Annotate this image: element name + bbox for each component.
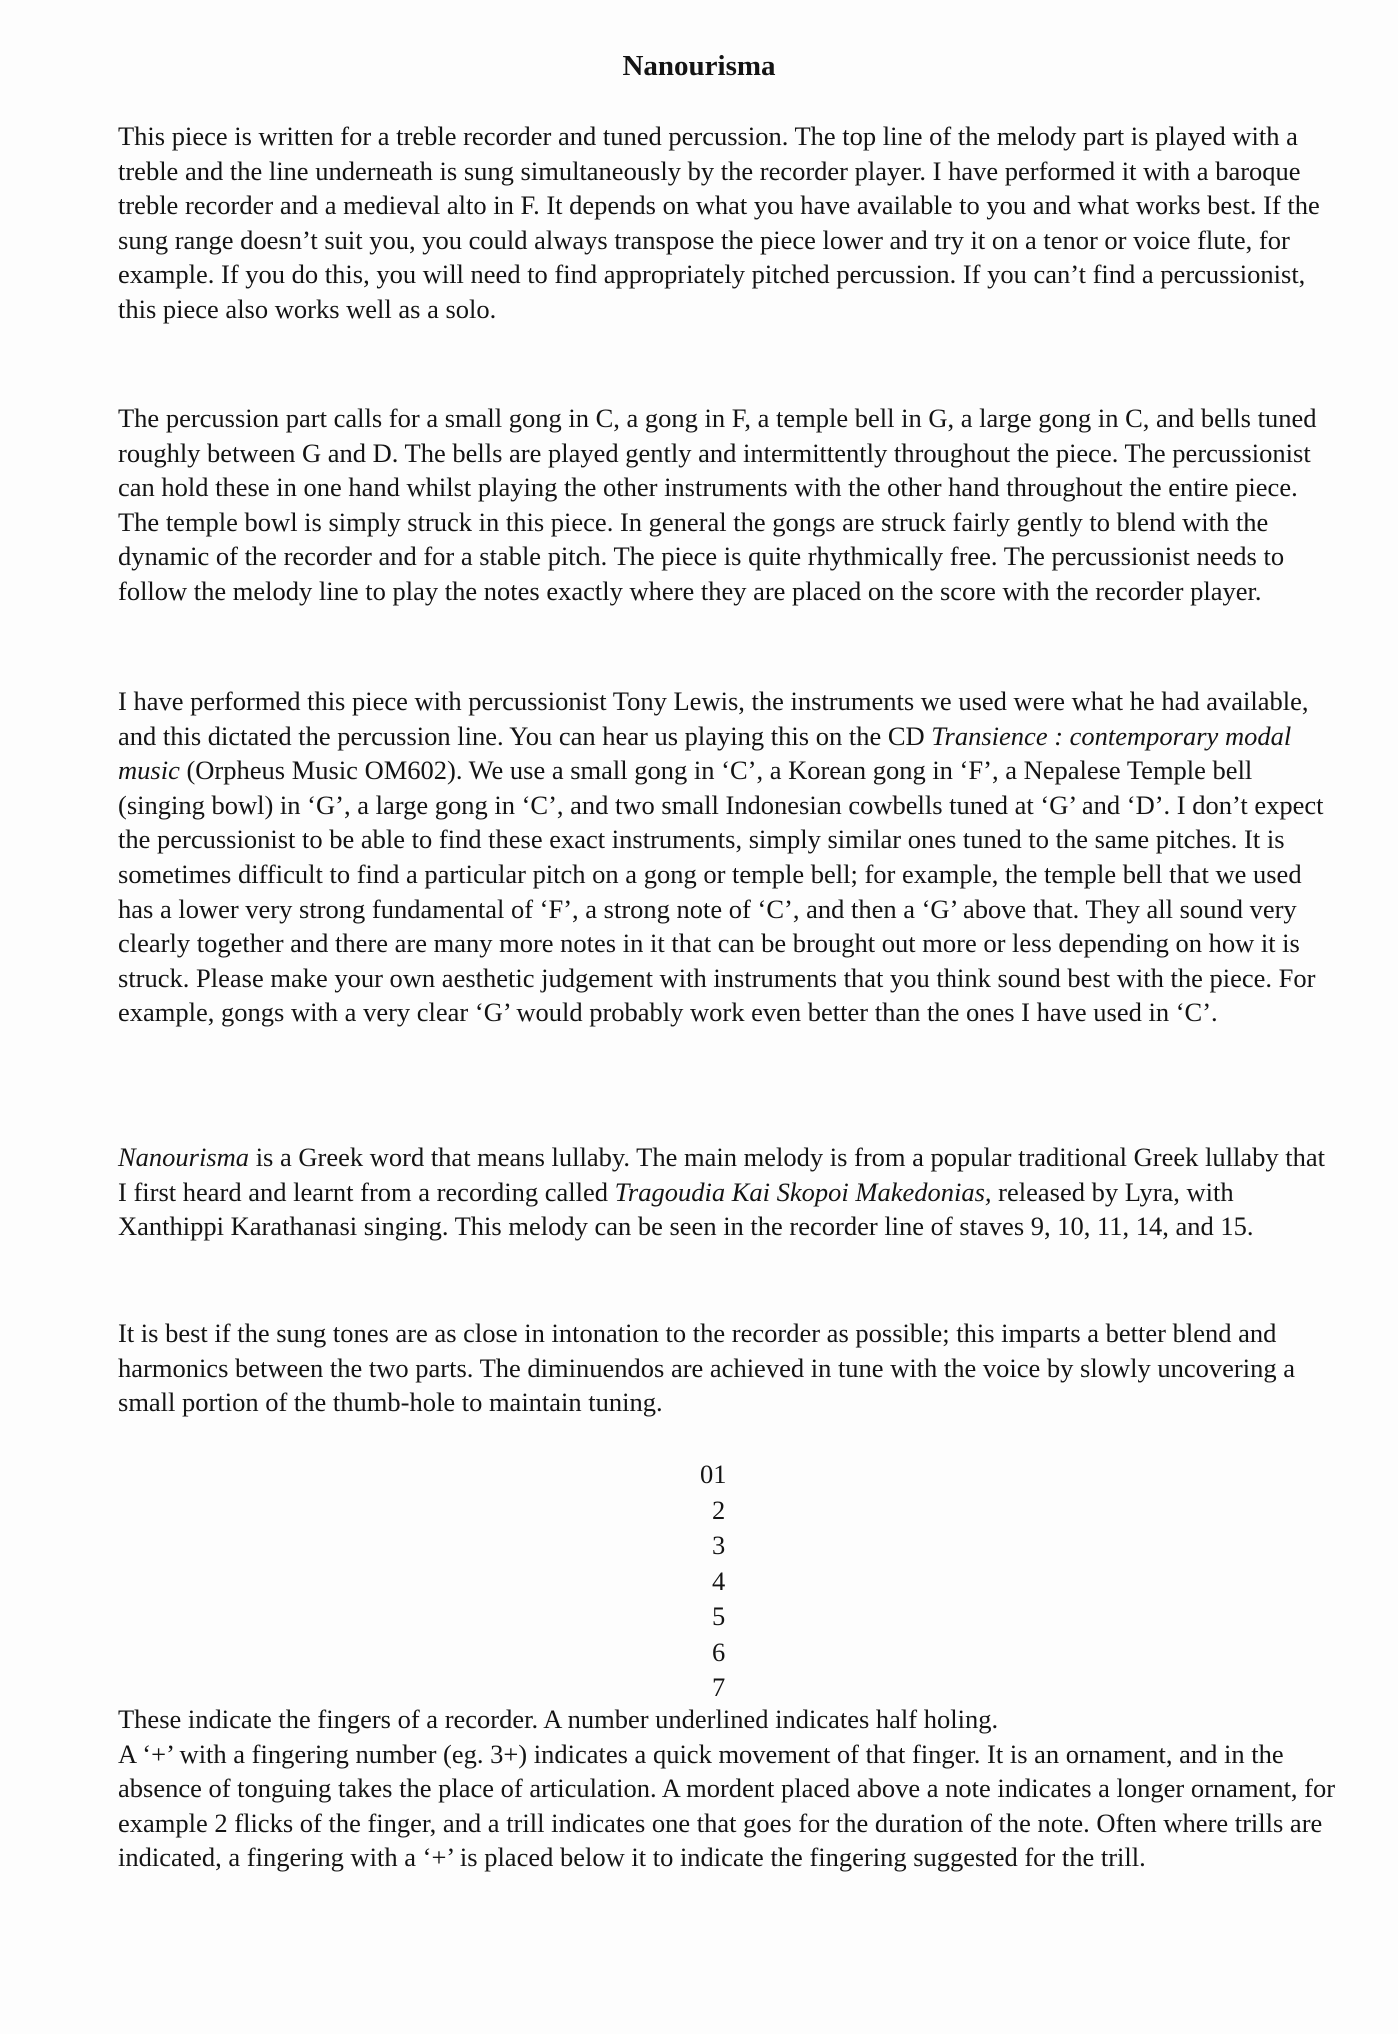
paragraph-performance-text-a: I have performed this piece with percussionist Tony Lewis, the instruments we used were what he had available, and this dictated the percussion line. You can hear us playing this on the CD <box>118 686 1309 751</box>
fingering-digit: 5 <box>712 1601 726 1631</box>
fingering-digit: 4 <box>712 1565 726 1596</box>
fingering-digit: 6 <box>712 1636 726 1667</box>
paragraph-origin-text-a: is a Greek word that means lullaby. The main melody is from a popular traditional Greek lullaby that I first heard and learnt from a recording called <box>118 1142 1325 1207</box>
cd-title: Transience : contemporary modal music <box>118 720 1292 786</box>
fingering-ornament-text: A ‘+’ with a fingering number (eg. 3+) indicates a quick movement of that finger. It is an ornament, and in the absence of tonguing takes the place of articulation. A mordent placed above a note indicates a longer ornament, for example 2 flicks of the finger, and a trill indicates one that goes for the duration of the note. Often where trills are indicated, a fingering with a ‘+’ is placed below it to indicate the fingering suggested for the trill. <box>118 1738 1336 1873</box>
fingering-digit: 2 <box>712 1494 726 1525</box>
paragraph-percussion: The percussion part calls for a small gong in C, a gong in F, a temple bell in G, a large gong in C, and bells tuned roughly between G and D. The bells are played gently and intermittently throughout the piece. The percussionist can hold these in one hand whilst playing the other instruments with the other hand throughout the entire piece. The temple bowl is simply struck in this piece. In general the gongs are struck fairly gently to blend with the dynamic of the recorder and for a stable pitch. The piece is quite rhythmically free. The percussionist needs to follow the melody line to play the notes exactly where they are placed on the score with the recorder player. <box>118 403 1317 606</box>
fingering-intro-line: These indicate the fingers of a recorder. A number underlined indicates half holing. <box>118 1704 999 1734</box>
document-title: Nanourisma <box>622 50 776 82</box>
album-title: Tragoudia Kai Skopoi Makedonias, <box>614 1176 992 1207</box>
fingering-digit-list <box>700 1457 760 1706</box>
piece-name: Nanourisma <box>118 1142 250 1172</box>
paragraph-origin <box>118 1140 1338 1244</box>
fingering-digit: 01 <box>700 1459 727 1489</box>
paragraph-performance-text-b: (Orpheus Music OM602). We use a small gong in ‘C’, a Korean gong in ‘F’, a Nepalese Temple bell (singing bowl) in ‘G’, a large gong in ‘C’, and two small Indonesian cowbells tuned at ‘G’ and ‘D’. I don’t expect the percussionist to be able to find these exact instruments, simply similar ones tuned to the same pitches. It is sometimes difficult to find a particular pitch on a gong or temple bell; for example, the temple bell that we used has a lower very strong fundamental of ‘F’, a strong note of ‘C’, and then a ‘G’ above that. They all sound very clearly together and there are many more notes in it that can be brought out more or less depending on how it is struck. Please make your own aesthetic judgement with instruments that you think sound best with the piece. For example, gongs with a very clear ‘G’ would probably work even better than the ones I have used in ‘C’. <box>118 755 1324 1028</box>
fingering-digit: 3 <box>712 1530 726 1560</box>
fingering-digit: 7 <box>712 1672 726 1702</box>
paragraph-fingering <box>118 1702 1338 1875</box>
paragraph-intonation: It is best if the sung tones are as close in intonation to the recorder as possible; this imparts a better blend and harmonics between the two parts. The diminuendos are achieved in tune with the voice by slowly uncovering a small portion of the thumb-hole to maintain tuning. <box>118 1318 1295 1418</box>
paragraph-origin-text-b: released by Lyra, with Xanthippi Karathanasi singing. This melody can be seen in the recorder line of staves 9, 10, 11, 14, and 15. <box>118 1176 1254 1242</box>
paragraph-instrumentation: This piece is written for a treble recorder and tuned percussion. The top line of the melody part is played with a treble and the line underneath is sung simultaneously by the recorder player. I have performed it with a baroque treble recorder and a medieval alto in F. It depends on what you have available to you and what works best. If the sung range doesn’t suit you, you could always transpose the piece lower and try it on a tenor or voice flute, for example. If you do this, you will need to find appropriately pitched percussion. If you can’t find a percussionist, this piece also works well as a solo. <box>118 121 1320 324</box>
paragraph-performance <box>118 684 1338 1030</box>
